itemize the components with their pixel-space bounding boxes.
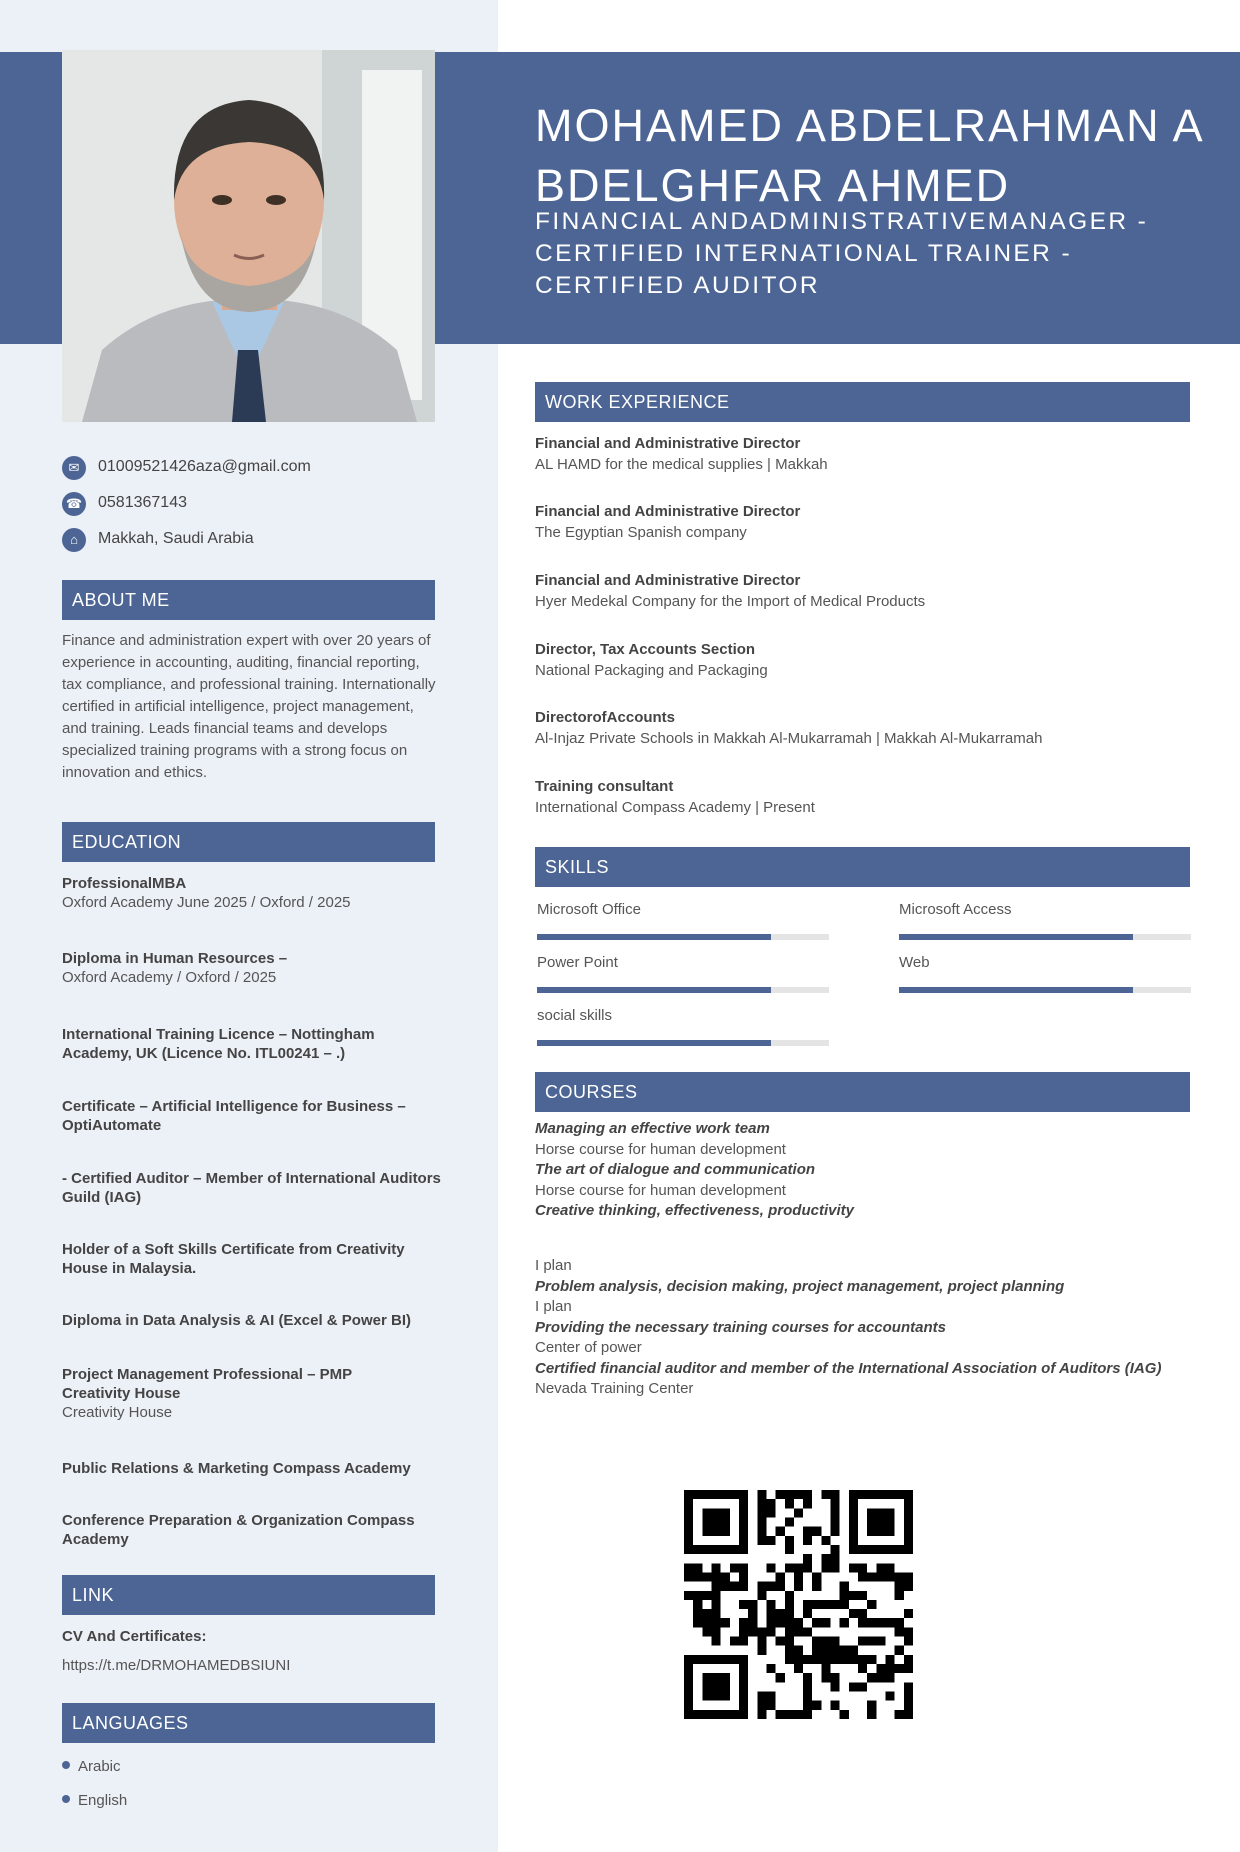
course-title: Problem analysis, decision making, project management, project planning xyxy=(535,1277,1065,1295)
work-title: Financial and Administrative Director xyxy=(535,503,801,520)
skill-bar-fill xyxy=(899,934,1133,940)
skill-bar-fill xyxy=(537,934,771,940)
work-title: DirectorofAccounts xyxy=(535,709,676,726)
skill-item xyxy=(537,900,829,920)
course-title: Certified financial auditor and member of the International Association of Auditors (IAG) xyxy=(535,1359,1162,1377)
education-title: Certificate – Artificial Intelligence for Business – OptiAutomate xyxy=(62,1098,406,1134)
course-title: Providing the necessary training courses for accountants xyxy=(535,1318,946,1336)
education-item xyxy=(62,1459,442,1478)
skill-bar-fill xyxy=(537,987,771,993)
work-company: Al-Injaz Private Schools in Makkah Al-Mukarramah | Makkah Al-Mukarramah xyxy=(535,730,1043,747)
work-title: Financial and Administrative Director xyxy=(535,435,801,452)
education-subtitle: Creativity House xyxy=(62,1404,173,1421)
skill-bar-fill xyxy=(899,987,1133,993)
education-title: International Training Licence – Nottingham Academy, UK (Licence No. ITL00241 – .) xyxy=(62,1026,375,1062)
skill-bar xyxy=(537,1040,829,1046)
course-provider: Center of power xyxy=(535,1339,642,1356)
education-title: Holder of a Soft Skills Certificate from Creativity House in Malaysia. xyxy=(62,1241,405,1277)
skill-name: Microsoft Access xyxy=(899,901,1012,918)
skill-name: Power Point xyxy=(537,954,618,971)
education-item xyxy=(62,1511,442,1549)
work-heading: WORK EXPERIENCE xyxy=(535,382,1190,422)
link-heading: LINK xyxy=(62,1575,435,1615)
education-item xyxy=(62,1169,442,1207)
skill-name: social skills xyxy=(537,1007,613,1024)
skill-name: Web xyxy=(899,954,930,971)
languages-heading: LANGUAGES xyxy=(62,1703,435,1743)
education-item xyxy=(62,1311,442,1330)
work-company: Hyer Medekal Company for the Import of Medical Products xyxy=(535,593,926,610)
education-item xyxy=(62,874,442,912)
language-label: English xyxy=(78,1792,128,1809)
work-title: Training consultant xyxy=(535,778,674,795)
skills-heading: SKILLS xyxy=(535,847,1190,887)
education-title: - Certified Auditor – Member of International Auditors Guild (IAG) xyxy=(62,1170,441,1206)
work-item xyxy=(535,776,1215,818)
education-item xyxy=(62,1097,442,1135)
skill-bar xyxy=(899,987,1191,993)
phone-text: 0581367143 xyxy=(98,494,187,511)
course-provider: I plan xyxy=(535,1257,572,1274)
course-title: Managing an effective work team xyxy=(535,1120,770,1137)
job-title: FINANCIAL ANDADMINISTRATIVEMANAGER - CERTIFIED INTERNATIONAL TRAINER - CERTIFIED AUDITOR xyxy=(535,208,1149,299)
skill-bar xyxy=(537,934,829,940)
envelope-icon: ✉ xyxy=(62,456,86,480)
skill-name: Microsoft Office xyxy=(537,901,641,918)
home-icon: ⌂ xyxy=(62,528,86,552)
courses-heading: COURSES xyxy=(535,1072,1190,1112)
bullet-dot xyxy=(62,1761,70,1769)
course-title: The art of dialogue and communication xyxy=(535,1161,816,1178)
bullet-dot xyxy=(62,1795,70,1803)
contact-location xyxy=(62,528,442,552)
work-title: Director, Tax Accounts Section xyxy=(535,641,756,658)
work-item xyxy=(535,639,1215,681)
education-heading: EDUCATION xyxy=(62,822,435,862)
cv-link[interactable]: https://t.me/DRMOHAMEDBSIUNI xyxy=(62,1657,291,1674)
work-item xyxy=(535,433,1215,475)
language-item xyxy=(62,1758,362,1775)
profile-photo xyxy=(62,50,435,422)
qr-code[interactable] xyxy=(684,1490,913,1719)
skill-bar xyxy=(899,934,1191,940)
language-label: Arabic xyxy=(78,1758,121,1775)
work-company: International Compass Academy | Present xyxy=(535,799,815,816)
education-subtitle: Oxford Academy / Oxford / 2025 xyxy=(62,969,277,986)
education-title: ProfessionalMBA xyxy=(62,875,187,892)
education-item xyxy=(62,949,442,987)
skill-bar xyxy=(537,987,829,993)
work-item xyxy=(535,707,1215,749)
contact-phone[interactable] xyxy=(62,492,442,516)
skill-item xyxy=(537,1006,829,1026)
location-text: Makkah, Saudi Arabia xyxy=(98,530,254,547)
course-provider: I plan xyxy=(535,1298,572,1315)
skill-item xyxy=(899,900,1191,920)
work-company: AL HAMD for the medical supplies | Makkah xyxy=(535,456,828,473)
work-title: Financial and Administrative Director xyxy=(535,572,801,589)
course-provider: Nevada Training Center xyxy=(535,1380,694,1397)
education-item xyxy=(62,1365,442,1422)
education-title: Conference Preparation & Organization Compass Academy xyxy=(62,1512,415,1548)
education-item xyxy=(62,1240,442,1278)
education-title: Diploma in Data Analysis & AI (Excel & Power BI) xyxy=(62,1312,411,1329)
education-subtitle: Oxford Academy June 2025 / Oxford / 2025 xyxy=(62,894,351,911)
skill-item xyxy=(899,953,1191,973)
skill-item xyxy=(537,953,829,973)
email-text: 01009521426aza@gmail.com xyxy=(98,458,311,475)
education-title: Public Relations & Marketing Compass Academy xyxy=(62,1460,411,1477)
work-item xyxy=(535,570,1215,612)
link-label: CV And Certificates: xyxy=(62,1628,207,1645)
course-title: Creative thinking, effectiveness, productivity xyxy=(535,1202,854,1219)
about-text: Finance and administration expert with over 20 years of experience in accounting, auditing, financial reporting, tax compliance, and professional training. Internationally certified in artificial intelligence, project management, and training. Leads financial teams and develops specialized training programs with a strong focus on innovation and ethics. xyxy=(62,632,436,781)
course-provider: Horse course for human development xyxy=(535,1181,786,1199)
work-company: National Packaging and Packaging xyxy=(535,662,768,679)
education-title: Project Management Professional – PMP Creativity House xyxy=(62,1366,352,1402)
candidate-name: MOHAMED ABDELRAHMAN ABDELGHFAR AHMED xyxy=(535,100,1205,211)
work-company: The Egyptian Spanish company xyxy=(535,524,747,541)
courses-group xyxy=(535,1119,1235,1222)
skill-bar-fill xyxy=(537,1040,771,1046)
courses-group xyxy=(535,1256,1235,1400)
course-provider: Horse course for human development xyxy=(535,1140,786,1158)
work-item xyxy=(535,501,1215,543)
about-heading: ABOUT ME xyxy=(62,580,435,620)
education-item xyxy=(62,1025,442,1063)
phone-icon: ☎ xyxy=(62,492,86,516)
language-item xyxy=(62,1792,362,1809)
contact-email[interactable] xyxy=(62,456,442,480)
education-title: Diploma in Human Resources – xyxy=(62,950,288,967)
